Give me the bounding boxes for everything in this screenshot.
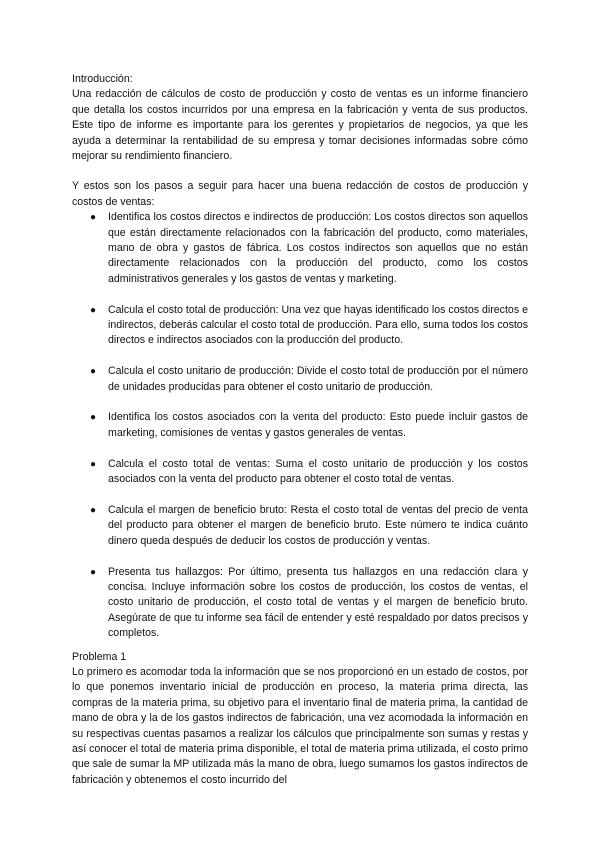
steps-list (72, 210, 528, 641)
list-item-text: Calcula el costo unitario de producción: Divide el costo total de producción por el número de unidades producidas para obtener el costo unitario de producción. (108, 365, 528, 393)
list-item-text: Identifica los costos asociados con la venta del producto: Esto puede incluir gastos de marketing, comisiones de ventas y gastos generales de ventas. (108, 411, 528, 439)
list-item (90, 410, 528, 441)
list-item (90, 303, 528, 349)
list-item (90, 503, 528, 549)
list-item (90, 210, 528, 287)
bullet-icon: ● (90, 366, 97, 378)
bullet-icon: ● (90, 412, 97, 424)
list-item-text: Calcula el costo total de producción: Una vez que hayas identificado los costos directos e indirectos, deberás calcular el costo total de producción. Para ello, suma todos los costos directos e indirectos asociados con la producción del producto. (108, 303, 528, 347)
bullet-icon: ● (90, 212, 97, 224)
list-item-text: Calcula el costo total de ventas: Suma el costo unitario de producción y los costos asociados con la venta del producto para obtener el costo total de ventas. (108, 457, 528, 486)
steps-intro: Y estos son los pasos a seguir para hacer una buena redacción de costos de producción y costos de ventas: (72, 180, 528, 208)
list-item-text: Identifica los costos directos e indirectos de producción: Los costos directos son aquellos que están directamente relacionados con la fabricación del producto, como materiales, mano de obra y gastos de fábrica. Los costos indirectos son aquellos que no están directamente relacionados con la producción del producto, como los costos administrativos generales y los gastos de ventas y marketing. (108, 211, 528, 285)
bullet-icon: ● (90, 458, 97, 470)
list-item-text: Presenta tus hallazgos: Por último, presenta tus hallazgos en una redacción clara y concisa. Incluye información sobre los costos de producción, los costos de ventas, el costo unitario de producción, el costo total de ventas y el margen de beneficio bruto. Asegúrate de que tu informe sea fácil de entender y esté respaldado por datos precisos y completos. (108, 565, 528, 640)
list-item (90, 565, 528, 642)
bullet-icon: ● (90, 304, 97, 316)
spacer (72, 642, 528, 650)
list-item (90, 364, 528, 395)
intro-heading: Introducción: (72, 73, 133, 85)
list-item (90, 457, 528, 488)
bullet-icon: ● (90, 504, 97, 516)
problem-paragraph: Lo primero es acomodar toda la información que se nos proporcionó en un estado de costos, por lo que ponemos inventario inicial de producción en proceso, la materia prima directa, las compras de la materia prima, su objetivo para el inventario final de materia prima, la cantidad de mano de obra y la de los gastos indirectos de fabricación, una vez acomodada la información en su respectivas cuentas pasamos a realizar los cálculos que principalmente son sumas y restas y así conocer el total de materia prima disponible, el total de materia prima utilizada, el costo primo que sale de sumar la MP utilizada más la mano de obra, luego sumamos los gastos indirectos de fabricación y obtenemos el costo incurrido del (72, 665, 528, 786)
problem-heading: Problema 1 (72, 650, 127, 663)
list-item-text: Calcula el margen de beneficio bruto: Resta el costo total de ventas del precio de venta del producto para obtener el margen de beneficio bruto. Este número te indica cuánto dinero queda después de deducir los costos de producción y ventas. (108, 503, 528, 547)
intro-paragraph: Una redacción de cálculos de costo de producción y costo de ventas es un informe financiero que detalla los costos incurridos por una empresa en la fabricación y venta de sus productos. Este tipo de informe es importante para los gerentes y propietarios de negocios, ya que les ayuda a determinar la rentabilidad de su empresa y tomar decisiones informadas sobre cómo mejorar su rendimiento financiero. (72, 88, 528, 163)
bullet-icon: ● (90, 566, 97, 578)
spacer (72, 164, 528, 179)
